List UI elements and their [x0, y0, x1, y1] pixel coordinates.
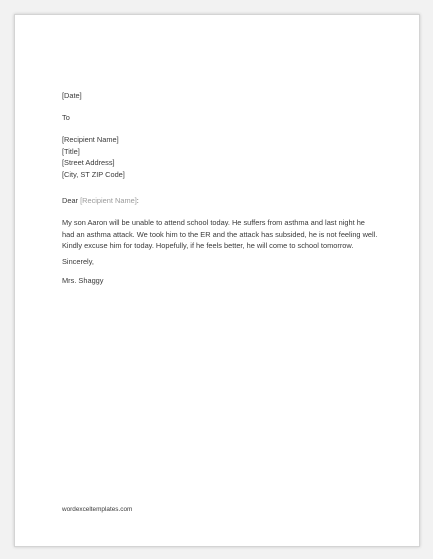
recipient-city: [City, ST ZIP Code]	[62, 169, 125, 179]
salutation	[62, 195, 139, 207]
closing: Sincerely,	[62, 257, 94, 266]
date-placeholder: [Date]	[62, 91, 82, 100]
body-line: Kindly excuse him for today. Hopefully, if he feels better, he will come to school tomorrow.	[62, 241, 354, 250]
salutation-prefix: Dear	[62, 196, 81, 205]
salutation-suffix: :	[136, 196, 139, 205]
footer-website: wordexceltemplates.com	[62, 506, 133, 513]
to-label: To	[62, 113, 70, 122]
recipient-title: [Title]	[62, 146, 80, 156]
body-line: My son Aaron will be unable to attend school today. He suffers from asthma and last night he	[62, 218, 365, 227]
recipient-block	[62, 134, 125, 180]
body-line: had an asthma attack. We took him to the ER and the attack has subsided, he is not feeling well.	[62, 229, 378, 239]
salutation-recipient-name: [Recipient Name]	[80, 196, 137, 205]
letter-page	[14, 14, 420, 547]
recipient-name: [Recipient Name]	[62, 135, 119, 144]
signature-name: Mrs. Shaggy	[62, 276, 104, 285]
recipient-street: [Street Address]	[62, 158, 115, 167]
body-paragraph	[62, 217, 392, 252]
